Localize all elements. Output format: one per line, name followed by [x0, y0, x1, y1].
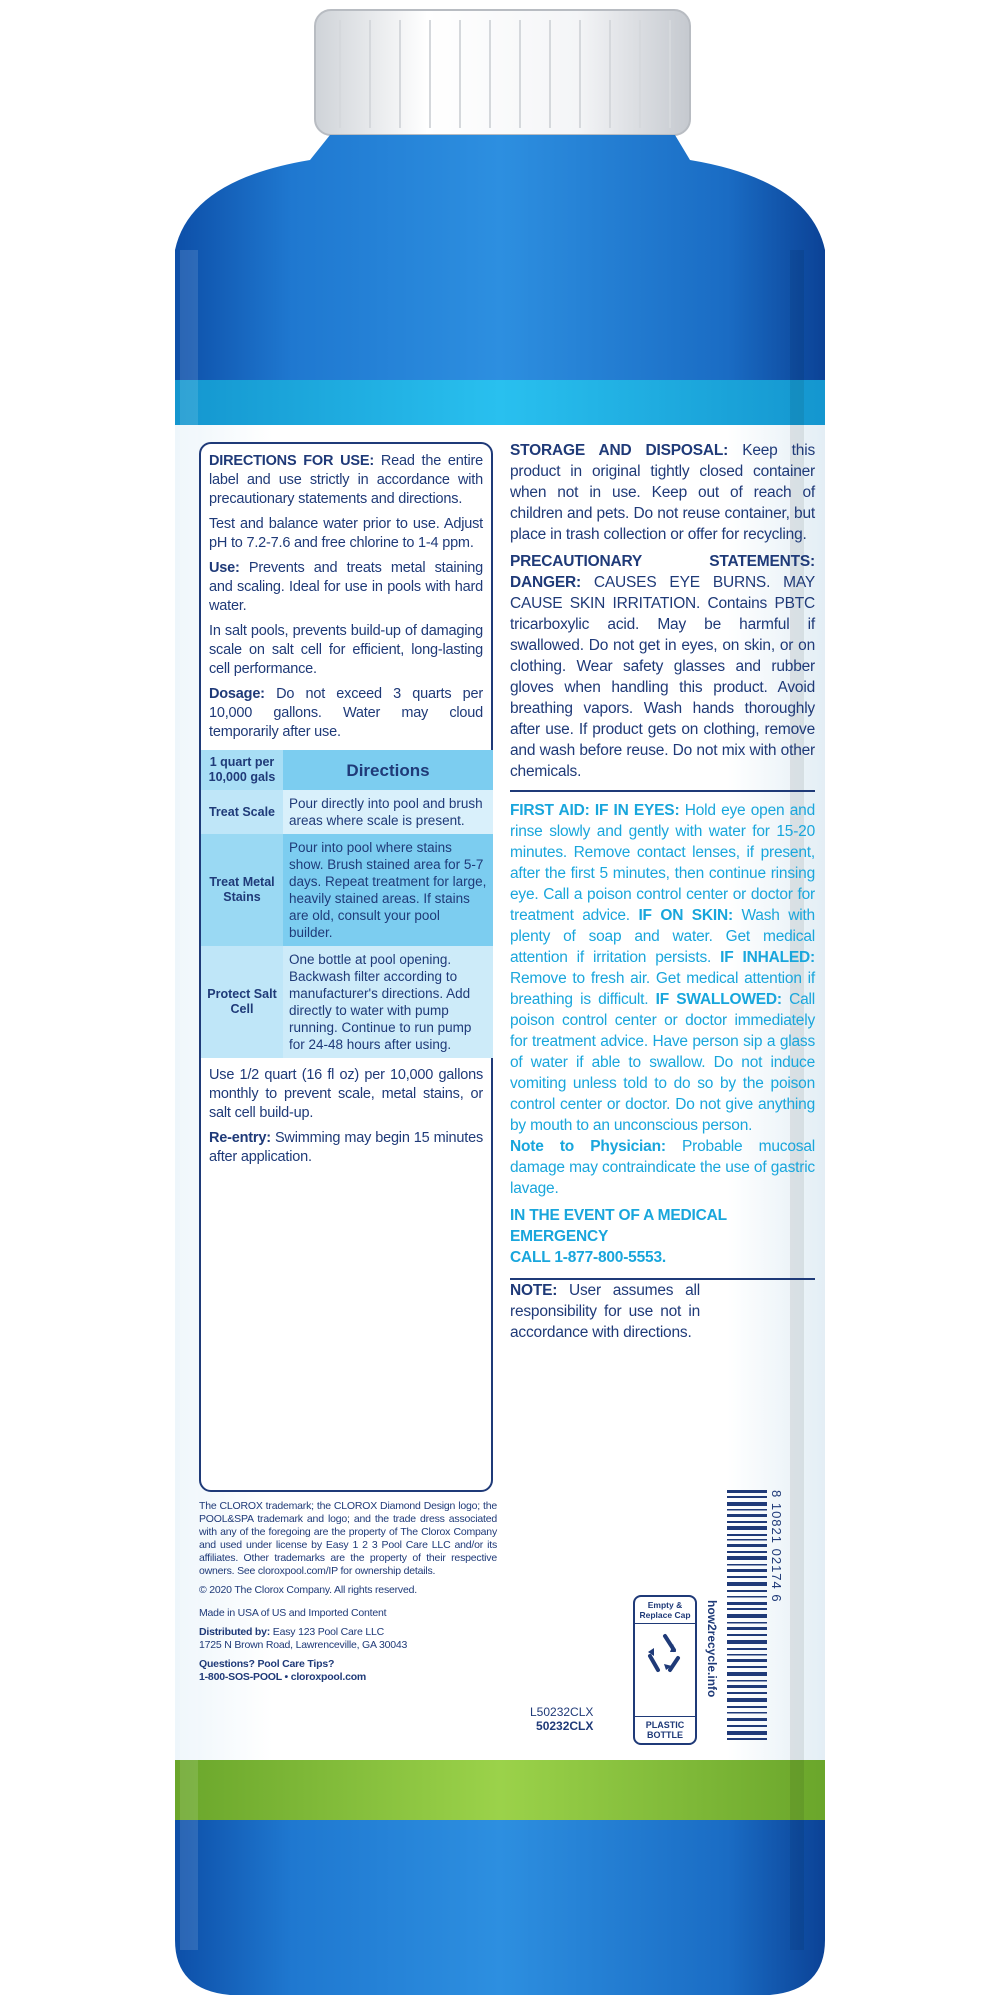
first-aid-paragraph	[510, 800, 815, 1136]
row-text-treat-scale: Pour directly into pool and brush areas where scale is present.	[283, 790, 493, 834]
swallowed-label: IF SWALLOWED:	[648, 991, 782, 1008]
directions-box	[199, 442, 493, 1492]
storage-section	[510, 440, 815, 792]
precautionary-caps: CAUSES EYE BURNS. MAY CAUSE SKIN IRRITATION.	[510, 574, 815, 612]
recycle-bottom-line2: BOTTLE	[647, 1730, 683, 1740]
first-aid-section	[510, 800, 815, 1136]
note-text: User assumes all responsibility for use not in accordance with directions.	[510, 1282, 700, 1341]
storage-paragraph	[510, 440, 815, 545]
first-aid-eyes: Hold eye open and rinse slowly and gently with water for 15-20 minutes. Remove contact lenses, if present, after the first 5 minutes, then continue rinsing eye. Call a poison control center or doctor for treatment advice.	[510, 802, 816, 924]
directions-intro	[209, 452, 483, 509]
note-paragraph	[510, 1280, 700, 1343]
legal-text	[199, 1500, 497, 1690]
directions-heading: DIRECTIONS FOR USE:	[209, 453, 374, 469]
reentry-paragraph	[209, 1129, 483, 1167]
skin-text: Wash with plenty of soap and water. Get medical attention if irritation persists.	[510, 907, 815, 966]
distributor-name: Easy 123 Pool Care LLC	[270, 1626, 384, 1638]
questions: Questions? Pool Care Tips?	[199, 1658, 335, 1670]
made-in: Made in USA of US and Imported Content	[199, 1607, 387, 1619]
trademark-notice: The CLOROX trademark; the CLOROX Diamond Design logo; the POOL&SPA trademark and logo; and the trade dress associated with any of the foregoing are the property of The Clorox Company and used under license by Easy 1 2 3 Pool Care LLC and/or its affiliates. Other trademarks are the property of their respective owners. See cloroxpool.com/IP for ownership details.	[199, 1500, 497, 1577]
physician-label: Note to Physician:	[510, 1138, 666, 1155]
precautionary-heading: PRECAUTIONARY STATEMENTS: DANGER:	[510, 553, 815, 591]
table-head-right: Directions	[283, 750, 493, 790]
first-aid-heading: FIRST AID: IF IN EYES:	[510, 802, 680, 819]
recycle-bottom-line1: PLASTIC	[645, 1720, 685, 1730]
barcode-number: 8 10821 02174 6	[769, 1490, 784, 1603]
distributor	[199, 1626, 497, 1639]
swallowed-text: Call poison control center or doctor immediately for treatment advice. Have person sip a glass of water if able to swallow. Do not induce vomiting unless told to do so by the poison control center or doctor. Do not give anything by mouth to an unconscious person.	[510, 991, 815, 1134]
row-text-protect-salt-cell: One bottle at pool opening. Backwash filter according to manufacturer's directions. Add directly to water with pump running. Continue to run pump for 24-48 hours after using.	[283, 946, 493, 1058]
use-label: Use:	[209, 560, 240, 576]
code-line2: 50232CLX	[536, 1719, 594, 1733]
table-row	[201, 834, 493, 946]
skin-label: IF ON SKIN:	[629, 907, 733, 924]
inhaled-text: Remove to fresh air. Get medical attention if breathing is difficult.	[510, 970, 815, 1008]
use-text: Prevents and treats metal staining and scaling. Ideal for use in pools with hard water.	[209, 560, 483, 614]
salt-pools-text: In salt pools, prevents build-up of damaging scale on salt cell for efficient, long-lasting cell performance.	[209, 623, 483, 677]
recycle-bottom-text	[635, 1716, 695, 1743]
use-paragraph	[209, 559, 483, 616]
recycle-icon	[642, 1630, 688, 1676]
reentry-label: Re-entry:	[209, 1130, 271, 1146]
note-label: NOTE:	[510, 1282, 558, 1299]
row-label-protect-salt-cell: Protect Salt Cell	[201, 946, 283, 1058]
code-line1: L50232CLX	[530, 1705, 594, 1719]
directions-table	[201, 750, 493, 1058]
emergency-line1: IN THE EVENT OF A MEDICAL EMERGENCY	[510, 1207, 727, 1245]
precautionary-paragraph	[510, 551, 815, 782]
table-header-row	[201, 750, 493, 790]
storage-heading: STORAGE AND DISPOSAL:	[510, 442, 729, 459]
recycle-label	[633, 1595, 697, 1745]
physician-note	[510, 1136, 815, 1199]
table-head-left: 1 quart per 10,000 gals	[201, 750, 283, 790]
dosage-text: Do not exceed 3 quarts per 10,000 gallons. Water may cloud temporarily after use.	[209, 686, 483, 740]
row-label-treat-metal-stains: Treat Metal Stains	[201, 834, 283, 946]
storage-text: Keep this product in original tightly closed container when not in use. Keep out of reach of children and pets. Do not reuse container, but place in trash collection or offer for recycling.	[510, 442, 815, 543]
emergency-section	[510, 1205, 815, 1280]
inhaled-label: IF INHALED:	[711, 949, 815, 966]
row-text-treat-metal-stains: Pour into pool where stains show. Brush stained area for 5-7 days. Repeat treatment for large, heavily stained areas. If stains are old, consult your pool builder.	[283, 834, 493, 946]
contact: 1-800-SOS-POOL • cloroxpool.com	[199, 1671, 367, 1683]
physician-text: Probable mucosal damage may contraindicate the use of gastric lavage.	[510, 1138, 815, 1197]
address: 1725 N Brown Road, Lawrenceville, GA 30043	[199, 1639, 408, 1651]
table-row	[201, 790, 493, 834]
reentry-text: Swimming may begin 15 minutes after application.	[209, 1130, 483, 1165]
back-label	[195, 430, 815, 1760]
test-balance-text: Test and balance water prior to use. Adjust pH to 7.2-7.6 and free chlorine to 1-4 ppm.	[209, 516, 483, 551]
how2recycle-text: how2recycle.info	[705, 1600, 719, 1698]
product-codes	[530, 1705, 593, 1733]
left-column	[199, 442, 493, 1492]
emergency-line2: CALL 1-877-800-5553.	[510, 1249, 666, 1266]
recycle-top-text: Empty & Replace Cap	[635, 1597, 695, 1624]
distributor-label: Distributed by:	[199, 1626, 271, 1638]
table-row	[201, 946, 493, 1058]
dosage-paragraph	[209, 685, 483, 742]
precautionary-text: Contains PBTC tricarboxylic acid. May be harmful if swallowed. Do not get in eyes, on skin, or on clothing. Wear safety glasses and rubber gloves when handling this product. Avoid breathing vapors. Wash hands thoroughly after use. If product gets on clothing, remove and wash before reuse. Do not mix with other chemicals.	[510, 595, 815, 780]
copyright: © 2020 The Clorox Company. All rights reserved.	[199, 1584, 417, 1596]
monthly-text: Use 1/2 quart (16 fl oz) per 10,000 gallons monthly to prevent scale, metal stains, or salt cell build-up.	[209, 1067, 483, 1121]
barcode-icon	[727, 1490, 767, 1740]
dosage-label: Dosage:	[209, 686, 265, 702]
row-label-treat-scale: Treat Scale	[201, 790, 283, 834]
directions-intro-text: Read the entire label and use strictly in accordance with precautionary statements and directions.	[209, 453, 483, 507]
right-column	[510, 440, 815, 1343]
